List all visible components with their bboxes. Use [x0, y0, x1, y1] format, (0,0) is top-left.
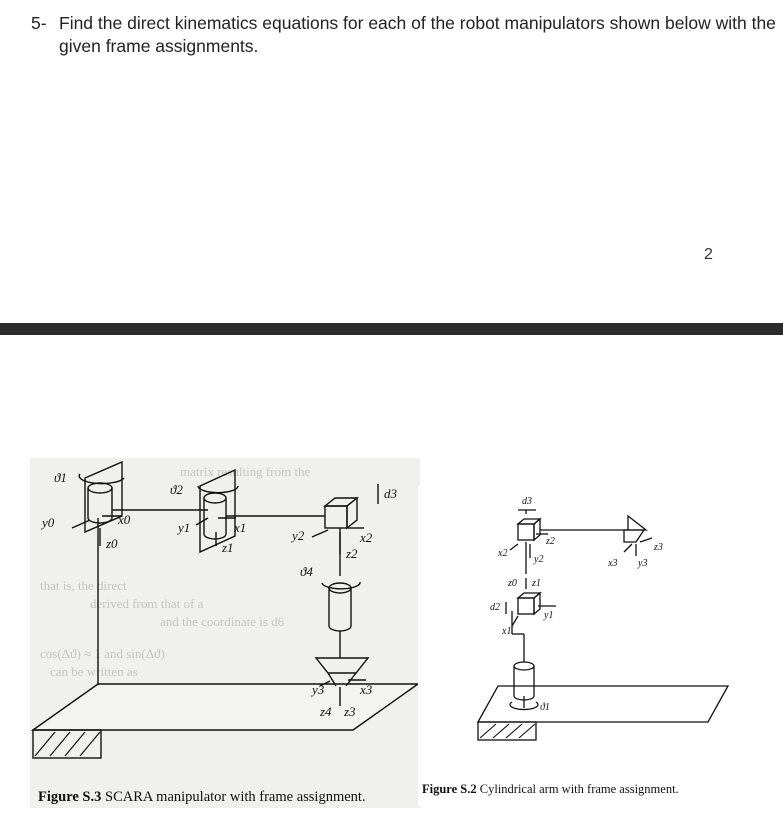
cylindrical-caption: [422, 782, 679, 797]
ground-hatching: [480, 724, 535, 738]
ghost-line: that is, the direct: [40, 578, 127, 593]
x1-axis: [512, 616, 518, 626]
gripper-top: [316, 658, 368, 673]
scara-caption: [38, 789, 366, 806]
ghost-line: and the coordinate is d6: [160, 614, 285, 629]
ground-hatching: [35, 732, 100, 756]
label-x0: x0: [118, 512, 131, 527]
cylindrical-figure-label: Figure S.2: [422, 782, 477, 796]
label-theta4: ϑ4: [300, 564, 313, 579]
label-x3: x3: [608, 558, 618, 569]
label-z0: z0: [508, 578, 517, 589]
y0-axis: [72, 520, 90, 528]
label-z4: z4: [320, 704, 332, 719]
label-y1: y1: [544, 610, 554, 621]
label-d3: d3: [384, 486, 397, 501]
label-y3: y3: [638, 558, 648, 569]
question-body: Find the direct kinematics equations for each of the robot manipulators shown below with the given frame assignments.: [59, 13, 776, 56]
label-x3: x3: [360, 682, 373, 697]
end-effector-top: [628, 516, 646, 530]
label-theta2: ϑ2: [170, 482, 183, 497]
ghost-line: matrix resulting from the: [180, 464, 311, 479]
label-d3: d3: [522, 496, 532, 507]
label-z1: z1: [222, 540, 234, 555]
y2-axis: [312, 530, 328, 537]
x2-axis: [510, 544, 518, 550]
ghost-line: derived from that of a: [90, 596, 204, 611]
page-divider: [0, 323, 783, 335]
label-x2: x2: [498, 548, 508, 559]
label-y1: y1: [178, 520, 191, 535]
joint1-cylinder-top: [88, 483, 112, 493]
label-y3: y3: [312, 682, 325, 697]
y1-axis: [196, 518, 208, 525]
label-theta1: ϑ1: [540, 702, 550, 713]
cylindrical-caption-text: Cylindrical arm with frame assignment.: [479, 782, 679, 796]
question-number: 5-: [31, 13, 47, 33]
label-z2: z2: [346, 546, 358, 561]
joint2-cylinder-top: [204, 493, 226, 503]
label-x1: x1: [234, 520, 247, 535]
label-z2: z2: [546, 536, 555, 547]
ghost-line: cos(Δϑ) ≈ 1 and sin(Δϑ): [40, 646, 165, 661]
joint3-box: [518, 524, 534, 540]
label-y0: y0: [42, 515, 55, 530]
label-y2: y2: [534, 554, 544, 565]
base-plate: [478, 686, 728, 722]
question-text: [31, 12, 779, 58]
theta1-arc: [79, 474, 124, 484]
label-x2: x2: [360, 530, 373, 545]
label-x1: x1: [502, 626, 512, 637]
page-number: 2: [704, 246, 713, 263]
cylindrical-figure: [418, 486, 778, 806]
label-z3: z3: [344, 704, 356, 719]
label-d2: d2: [490, 602, 500, 613]
end-effector-body: [624, 530, 644, 542]
label-theta1: ϑ1: [54, 470, 67, 485]
label-z1: z1: [532, 578, 541, 589]
scara-caption-text: SCARA manipulator with frame assignment.: [105, 789, 366, 805]
scara-figure: [30, 458, 420, 808]
ghost-line: can be written as: [50, 664, 138, 679]
label-y2: y2: [292, 528, 305, 543]
label-z3: z3: [654, 542, 663, 553]
x3-axis: [624, 544, 632, 552]
theta2-arc: [198, 486, 238, 493]
scara-figure-label: Figure S.3: [38, 789, 102, 805]
joint2-box: [518, 598, 534, 614]
label-z0: z0: [106, 536, 118, 551]
base-cylinder-top: [514, 662, 534, 670]
z3-axis: [640, 538, 652, 542]
prismatic-box: [325, 506, 347, 528]
